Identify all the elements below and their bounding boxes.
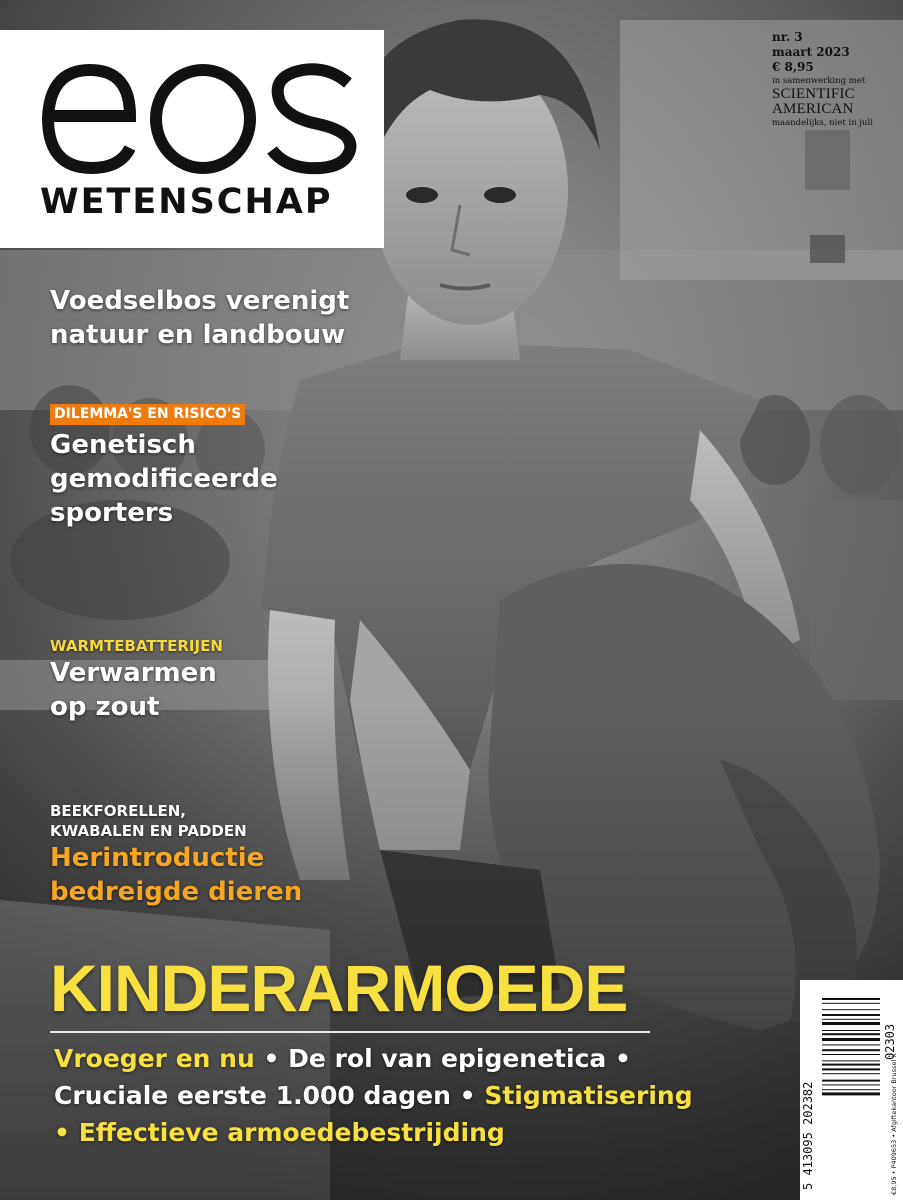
cover-story-topics (54, 1040, 734, 1151)
barcode-bar (822, 1019, 880, 1020)
kicker: BEEKFORELLEN, (50, 802, 186, 820)
topic: Vroeger en nu (54, 1044, 255, 1073)
barcode-bar (822, 1073, 880, 1074)
partner-intro: in samenwerking met (772, 76, 866, 86)
barcode-bar (822, 998, 880, 1000)
partner-name-line2: AMERICAN (772, 101, 854, 117)
topic: Effectieve armoedebestrijding (78, 1118, 505, 1147)
headline-line: op zout (50, 692, 160, 722)
headline-line: Verwarmen (50, 658, 217, 688)
headline-line: Genetisch (50, 430, 196, 460)
partner-block (772, 76, 873, 129)
barcode-bar (822, 1054, 880, 1055)
barcode-bar (822, 1068, 880, 1070)
wordmark: WETENSCHAP (40, 182, 333, 222)
barcode-bar (822, 1003, 880, 1004)
bullet: • (459, 1081, 476, 1110)
issue-date: maart 2023 (772, 45, 850, 59)
headline-herintroductie (50, 801, 302, 909)
barcode-bar (822, 1064, 880, 1066)
issue-number: nr. 3 (772, 30, 803, 44)
barcode-bar (822, 1060, 880, 1061)
issue-price: € 8,95 (772, 60, 814, 74)
barcode-bar (822, 1038, 880, 1041)
masthead (0, 30, 384, 248)
barcode-bar (822, 1044, 880, 1045)
barcode-bar (822, 1084, 880, 1085)
headline-verwarmen (50, 636, 223, 724)
bullet: • (614, 1044, 631, 1073)
divider (50, 1031, 650, 1033)
barcode-bar (822, 1030, 880, 1031)
barcode-side-text: €8,95 • P409653 • Afgiftekantoor Brussel X (890, 1053, 898, 1195)
topic: Cruciale eerste 1.000 dagen (54, 1081, 451, 1110)
issue-info (772, 30, 850, 75)
topic: De rol van epigenetica (288, 1044, 607, 1073)
barcode-bar (822, 1080, 880, 1082)
headline-line: natuur en landbouw (50, 320, 346, 350)
headline-voedselbos (50, 284, 349, 352)
barcode-bar (822, 1009, 880, 1010)
cover-story-title: KINDERARMOEDE (50, 951, 628, 1025)
barcode-bar (822, 1092, 880, 1095)
kicker: WARMTEBATTERIJEN (50, 637, 223, 655)
headline-line: Voedselbos verenigt (50, 286, 350, 316)
topic: Stigmatisering (484, 1081, 693, 1110)
kicker: KWABALEN EN PADDEN (50, 822, 247, 840)
headline-line: sporters (50, 498, 174, 528)
headline-line: bedreigde dieren (50, 877, 303, 907)
partner-name-line1: SCIENTIFIC (772, 86, 855, 102)
barcode-bar (822, 1022, 880, 1025)
barcode-bar (822, 1014, 880, 1016)
headline-line: Herintroductie (50, 843, 265, 873)
barcode-bar (822, 1049, 880, 1051)
publication-frequency: maandelijks, niet in juli (772, 118, 873, 128)
eos-logo (38, 38, 368, 183)
barcode-number: 5 413095 202382 (801, 1081, 815, 1190)
bullet: • (263, 1044, 280, 1073)
kicker-badge: DILEMMA'S EN RISICO'S (50, 404, 245, 425)
barcode-addon: 02303 (883, 1023, 897, 1060)
headline-line: gemodificeerde (50, 464, 278, 494)
barcode-graphic (800, 980, 903, 1200)
bullet: • (54, 1118, 70, 1147)
barcode-bar (822, 1033, 880, 1035)
barcode-bar (822, 1089, 880, 1090)
barcode (800, 980, 903, 1200)
headline-genetisch (50, 403, 278, 530)
